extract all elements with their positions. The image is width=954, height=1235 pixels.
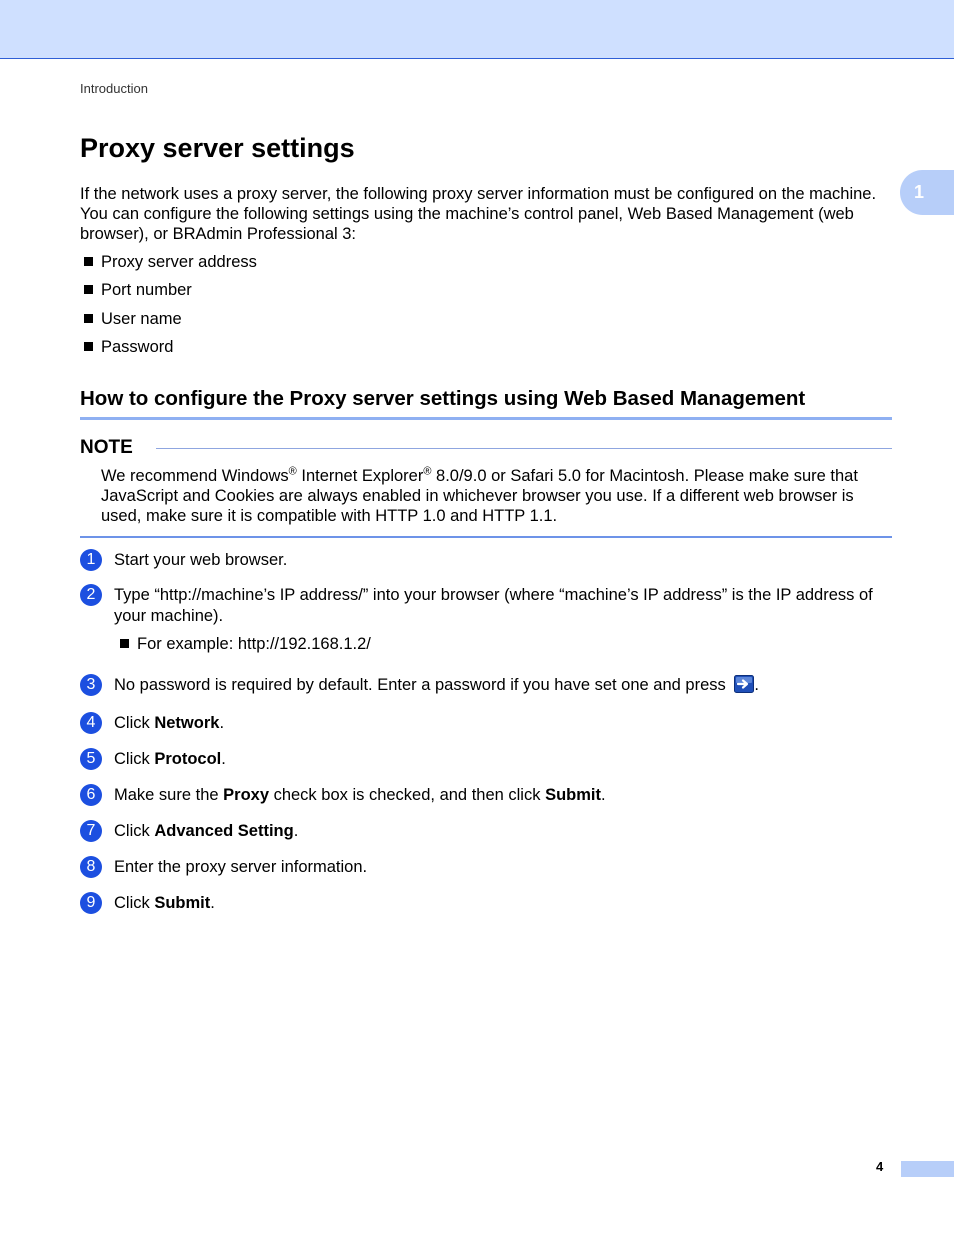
step-2	[80, 585, 892, 627]
square-bullet-icon	[84, 257, 93, 266]
example-text: For example: http://192.168.1.2/	[137, 635, 371, 653]
ui-term: Proxy	[223, 786, 269, 804]
step-text	[114, 821, 892, 842]
step-text-part: check box is checked, and then click	[269, 786, 546, 804]
list-item-text: Proxy server address	[101, 253, 257, 271]
note-label: NOTE	[80, 437, 133, 458]
header-band	[0, 0, 954, 59]
step-text	[114, 893, 892, 914]
step-text-part: Make sure the	[114, 786, 224, 804]
ui-term: Submit	[545, 786, 601, 804]
ui-term: Network	[154, 714, 220, 732]
note-text-part: 8.0/9.0 or Safari 5.0 for Macintosh. Please make sure that JavaScript and Cookies are always enabled in whichever browser you use. If a different web browser is used, make sure it is compatible with HTTP 1.0 and HTTP 1.1.	[101, 467, 858, 525]
step-text-part: .	[754, 676, 759, 694]
list-item-text: User name	[101, 309, 182, 328]
note-text-part: We recommend Windows	[101, 467, 289, 485]
step-number-badge: 4	[80, 712, 102, 734]
step-text: Enter the proxy server information.	[114, 858, 368, 876]
list-item	[84, 337, 257, 365]
step-number-badge: 8	[80, 856, 102, 878]
step-text-part: .	[221, 750, 226, 768]
step-text	[114, 675, 892, 696]
ui-term: Submit	[154, 894, 211, 912]
step-text-part: .	[293, 822, 299, 840]
page-tab	[901, 1161, 954, 1177]
square-bullet-icon	[84, 342, 93, 351]
step-text-part: .	[600, 786, 606, 804]
step-text-part: Click	[114, 750, 155, 768]
square-bullet-icon	[84, 314, 93, 323]
square-bullet-icon	[120, 639, 129, 648]
list-item-text: Password	[101, 337, 174, 356]
step-text-part: Click	[114, 714, 155, 732]
step-number-badge: 6	[80, 784, 102, 806]
list-item-text: Port number	[101, 281, 192, 300]
step-9	[80, 893, 892, 914]
chapter-tab: 1	[900, 170, 954, 215]
ui-term: Advanced Setting	[154, 822, 294, 840]
intro-paragraph: If the network uses a proxy server, the following proxy server information must be configured on the machine. You can configure the following settings using the machine’s control panel, Web Based Management (web browser), or BRAdmin Professional 3:	[80, 185, 877, 243]
list-item	[84, 252, 257, 280]
registered-mark: ®	[288, 465, 297, 478]
step-text-part: .	[219, 714, 225, 732]
settings-list	[84, 252, 257, 365]
step-text	[114, 785, 892, 806]
step-number-badge: 7	[80, 820, 102, 842]
list-item	[84, 280, 257, 308]
list-item	[84, 309, 257, 337]
page-number: 4	[876, 1159, 884, 1174]
step-text	[114, 713, 892, 734]
square-bullet-icon	[84, 285, 93, 294]
step-number-badge: 5	[80, 748, 102, 770]
step-7	[80, 821, 892, 842]
page-title: Proxy server settings	[80, 133, 355, 163]
note-divider	[156, 448, 892, 449]
arrow-right-icon	[734, 675, 754, 693]
step-text: Start your web browser.	[114, 551, 288, 569]
step-text-part: Click	[114, 894, 155, 912]
step-text: Type “http://machine’s IP address/” into your browser (where “machine’s IP address” is the IP address of your machine).	[114, 586, 873, 625]
step-number-badge: 3	[80, 674, 102, 696]
step-number-badge: 9	[80, 892, 102, 914]
section-heading: How to configure the Proxy server settings using Web Based Management	[80, 387, 892, 420]
step-1	[80, 550, 892, 571]
step-text-part: .	[210, 894, 215, 912]
step-3	[80, 675, 892, 696]
note-bottom-divider	[80, 536, 892, 538]
registered-mark: ®	[423, 465, 432, 478]
step-4	[80, 713, 892, 734]
step-number-badge: 2	[80, 584, 102, 606]
step-text-part: Click	[114, 822, 155, 840]
example-item	[120, 634, 371, 654]
note-text	[101, 466, 892, 526]
step-5	[80, 749, 892, 770]
ui-term: Protocol	[154, 750, 222, 768]
breadcrumb: Introduction	[80, 81, 148, 96]
step-number-badge: 1	[80, 549, 102, 571]
note-text-part: Internet Explorer	[296, 467, 424, 485]
step-6	[80, 785, 892, 806]
step-text-part: No password is required by default. Enter a password if you have set one and press	[114, 676, 731, 694]
step-text	[114, 749, 892, 770]
step-8	[80, 857, 892, 878]
